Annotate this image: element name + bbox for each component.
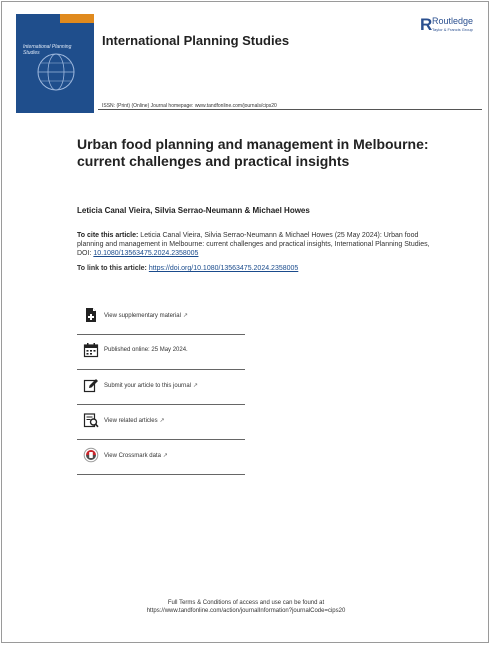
cover-title: International Planning Studies: [23, 44, 72, 56]
publisher-name: Routledge: [432, 16, 474, 26]
external-link-icon: ↗: [159, 418, 165, 424]
action-label: View supplementary material ↗: [104, 313, 188, 319]
action-published: [77, 335, 245, 370]
calendar-icon: [83, 342, 99, 358]
journal-name[interactable]: International Planning Studies: [102, 33, 290, 48]
action-related-articles[interactable]: [77, 405, 245, 440]
terms-footer: [2, 599, 490, 615]
external-link-icon: ↗: [162, 453, 168, 459]
footer-terms-link[interactable]: https://www.tandfonline.com/action/journalInformation?journalCode=cips20: [146, 608, 346, 614]
header-divider: [98, 109, 482, 110]
article-link-block: [77, 265, 437, 272]
issn-line: ISSN: (Print) (Online) Journal homepage: www.tandfonline.com/journals/cips20: [102, 103, 277, 109]
routledge-r-icon: R: [420, 15, 433, 34]
article-actions: [77, 300, 245, 475]
action-crossmark[interactable]: [77, 440, 245, 475]
article-title: Urban food planning and management in Melbourne: current challenges and practical insights: [77, 136, 429, 169]
pencil-icon: [83, 377, 99, 393]
action-supplementary[interactable]: [77, 300, 245, 335]
article-authors: Leticia Canal Vieira, Silvia Serrao-Neumann & Michael Howes: [77, 206, 310, 215]
action-label: View related articles ↗: [104, 418, 165, 424]
cite-doi-link[interactable]: 10.1080/13563475.2024.2358005: [93, 250, 199, 257]
action-label: Submit your article to this journal ↗: [104, 383, 199, 389]
action-label: Published online: 25 May 2024.: [104, 347, 188, 353]
citation-block: [77, 231, 437, 258]
article-doi-link[interactable]: https://doi.org/10.1080/13563475.2024.2358005: [148, 265, 299, 272]
footer-line-1: Full Terms & Conditions of access and use can be found at: [167, 600, 325, 606]
document-plus-icon: [83, 307, 99, 323]
publisher-sub: Taylor & Francis Group: [432, 27, 473, 32]
link-label: To link to this article:: [77, 265, 147, 272]
globe-icon: [34, 50, 78, 94]
action-submit-article[interactable]: [77, 370, 245, 405]
page-frame: [1, 1, 489, 643]
cite-label: To cite this article:: [77, 232, 139, 239]
crossmark-icon: [83, 447, 99, 463]
external-link-icon: ↗: [193, 383, 199, 389]
publisher-logo[interactable]: [420, 15, 484, 37]
related-articles-icon: [83, 412, 99, 428]
cover-band: [60, 14, 94, 23]
journal-cover[interactable]: [16, 14, 94, 113]
external-link-icon: ↗: [182, 313, 188, 319]
action-label: View Crossmark data ↗: [104, 453, 168, 459]
cite-text: Leticia Canal Vieira, Silvia Serrao-Neumann & Michael Howes (25 May 2024): Urban food planning and management in Melbourne: current challenges and practical insights, International Planning Studies, DOI:: [77, 232, 430, 257]
